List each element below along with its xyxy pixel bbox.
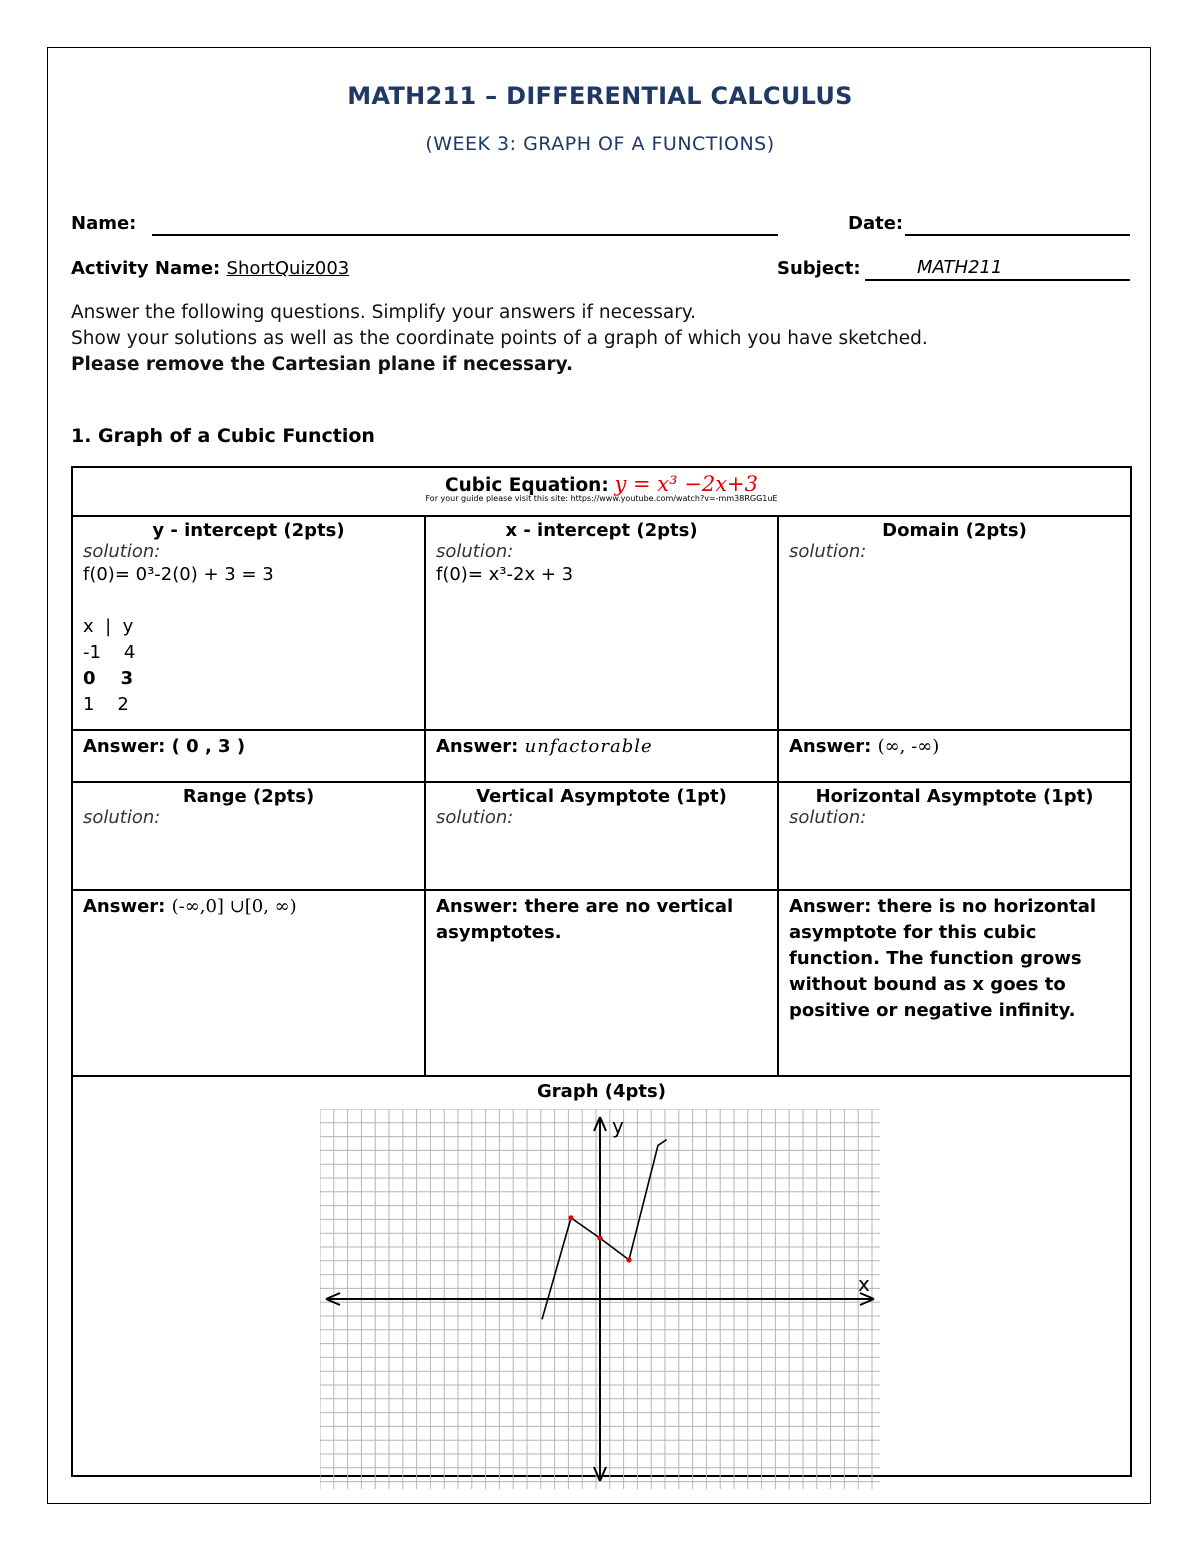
answer-label: Answer: [83, 896, 166, 917]
y-intercept-answer-cell [72, 730, 425, 782]
answer-label: Answer: [83, 736, 166, 757]
vertical-asymptote-heading: Vertical Asymptote (1pt) [476, 786, 727, 807]
range-answer-cell [72, 890, 425, 1076]
x-axis-label: x [858, 1272, 870, 1296]
xy-table-head: x | y [83, 616, 134, 637]
xy-table-row: 1 2 [83, 694, 129, 715]
vertical-asymptote-answer-cell [425, 890, 778, 1076]
xy-table-row: -1 4 [83, 642, 136, 663]
y-intercept-equation: f(0)= 0³-2(0) + 3 = 3 [83, 564, 274, 585]
range-solution-label: solution: [83, 807, 161, 828]
equation-cell [72, 467, 1131, 516]
subject-field[interactable] [865, 257, 1130, 281]
x-intercept-solution-label: solution: [436, 541, 514, 562]
graph-grid [320, 1109, 880, 1489]
page-title: MATH211 – DIFFERENTIAL CALCULUS [347, 82, 853, 110]
name-field[interactable] [152, 212, 778, 236]
vertical-asymptote-answer: Answer: there are no vertical asymptotes. [436, 896, 734, 943]
instruction-line-2: Show your solutions as well as the coordinate points of a graph of which you have sketched. [71, 328, 928, 349]
graph-heading: Graph (4pts) [537, 1081, 666, 1102]
guide-link[interactable]: For your guide please visit this site: https://www.youtube.com/watch?v=-mm38RGG1uE [425, 494, 778, 503]
x-intercept-cell [425, 516, 778, 730]
domain-cell [778, 516, 1131, 730]
subject-value: MATH211 [917, 257, 1003, 278]
domain-answer: (∞, -∞) [877, 736, 940, 757]
curve-line [542, 1140, 667, 1320]
domain-heading: Domain (2pts) [882, 520, 1027, 541]
equation-label: Cubic Equation: [445, 475, 609, 496]
y-intercept-answer: ( 0 , 3 ) [171, 736, 246, 757]
date-field[interactable] [905, 212, 1130, 236]
date-label: Date: [848, 213, 904, 234]
instruction-line-3: Please remove the Cartesian plane if necessary. [71, 354, 573, 375]
domain-answer-cell [778, 730, 1131, 782]
answer-label: Answer: [789, 736, 872, 757]
y-intercept-cell [72, 516, 425, 730]
sketch [542, 1140, 667, 1320]
answer-label: Answer: [436, 736, 519, 757]
y-axis-label: y [612, 1114, 624, 1138]
x-intercept-equation: f(0)= x³-2x + 3 [436, 564, 574, 585]
marked-point [626, 1257, 631, 1262]
activity-value: ShortQuiz003 [226, 258, 350, 279]
instruction-line-1: Answer the following questions. Simplify your answers if necessary. [71, 302, 696, 323]
range-answer: (-∞,0] ∪[0, ∞) [171, 896, 297, 917]
section-title: 1. Graph of a Cubic Function [71, 425, 375, 447]
horizontal-asymptote-solution-label: solution: [789, 807, 867, 828]
range-cell [72, 782, 425, 890]
xy-table-row: 0 3 [83, 668, 134, 689]
horizontal-asymptote-heading: Horizontal Asymptote (1pt) [815, 786, 1094, 807]
marked-point [568, 1215, 573, 1220]
domain-solution-label: solution: [789, 541, 867, 562]
marked-point [597, 1236, 602, 1241]
y-intercept-solution-label: solution: [83, 541, 161, 562]
horizontal-asymptote-cell [778, 782, 1131, 890]
y-intercept-heading: y - intercept (2pts) [152, 520, 345, 541]
page-subtitle: (WEEK 3: GRAPH OF A FUNCTIONS) [425, 133, 775, 155]
vertical-asymptote-cell [425, 782, 778, 890]
horizontal-asymptote-answer-cell [778, 890, 1131, 1076]
x-intercept-answer-cell [425, 730, 778, 782]
vertical-asymptote-solution-label: solution: [436, 807, 514, 828]
activity-label: Activity Name: ShortQuiz003 [71, 258, 350, 279]
range-heading: Range (2pts) [182, 786, 315, 807]
equation-formula: y = x³ −2x+3 [614, 472, 758, 496]
name-label: Name: [71, 213, 137, 234]
horizontal-asymptote-answer: Answer: there is no horizontal asymptote for this cubic function. The function grows without bound as x goes to positive or negative infinity. [789, 896, 1097, 1021]
x-intercept-heading: x - intercept (2pts) [505, 520, 698, 541]
x-intercept-answer: unfactorable [524, 736, 653, 757]
subject-label: Subject: [777, 258, 861, 279]
